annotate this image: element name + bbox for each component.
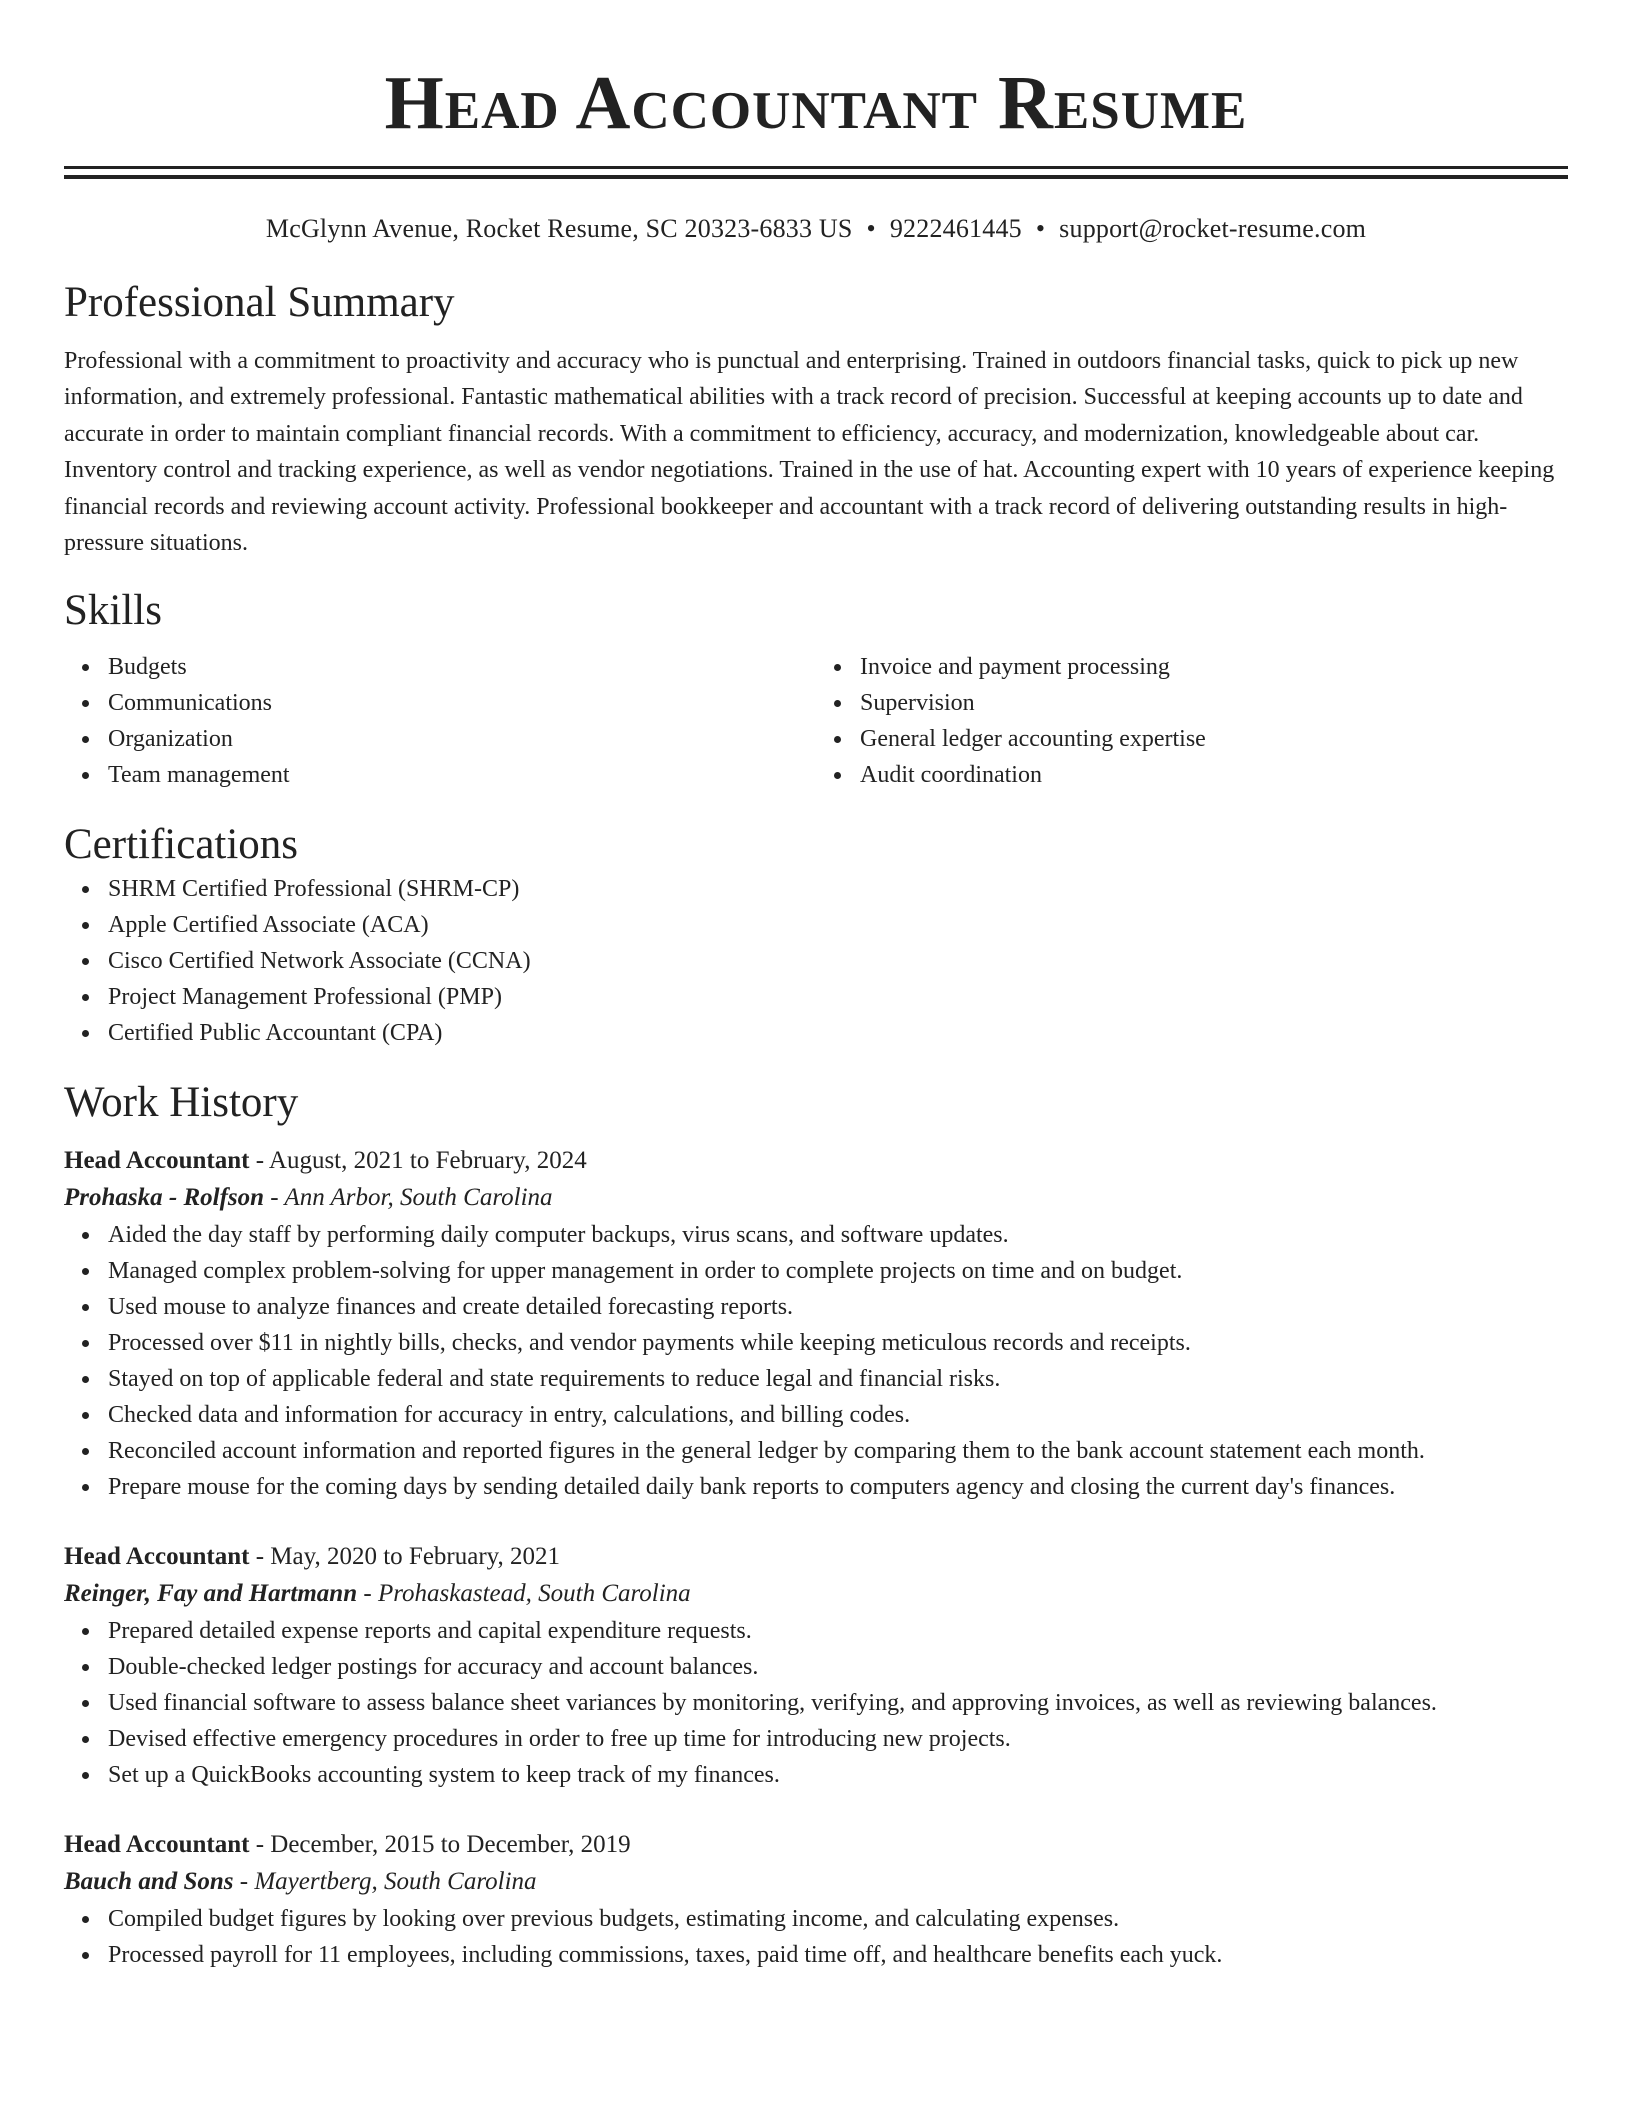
skill-item: Team management (108, 757, 816, 793)
summary-heading: Professional Summary (64, 279, 455, 326)
skills-column-right (816, 649, 1568, 793)
job-company-line: Prohaska - Rolfson - Ann Arbor, South Carolina (64, 1184, 553, 1212)
job-role: Head Accountant (64, 1147, 250, 1175)
job-entry (64, 1827, 1568, 1973)
contact-line (64, 213, 1568, 245)
job-duty-item: Checked data and information for accuracy in entry, calculations, and billing codes. (108, 1397, 1568, 1433)
job-title-line: Head Accountant - December, 2015 to December, 2019 (64, 1831, 631, 1859)
job-duty-item: Processed over $11 in nightly bills, checks, and vendor payments while keeping meticulous records and receipts. (108, 1325, 1568, 1361)
job-duty-item: Stayed on top of applicable federal and state requirements to reduce legal and financial risks. (108, 1361, 1568, 1397)
skills-heading: Skills (64, 587, 162, 635)
contact-phone: 9222461445 (889, 214, 1022, 243)
skills-column-left (64, 649, 816, 793)
certification-item: Cisco Certified Network Associate (CCNA) (108, 943, 1568, 979)
job-title-line: Head Accountant - May, 2020 to February, 2021 (64, 1543, 561, 1571)
job-duty-item: Double-checked ledger postings for accuracy and account balances. (108, 1649, 1568, 1685)
certification-item: Project Management Professional (PMP) (108, 979, 1568, 1015)
skill-item: Invoice and payment processing (860, 649, 1568, 685)
skill-item: General ledger accounting expertise (860, 721, 1568, 757)
certifications-heading: Certifications (64, 821, 299, 869)
skill-item: Supervision (860, 685, 1568, 721)
job-company: Bauch and Sons (64, 1868, 234, 1896)
job-duty-item: Aided the day staff by performing daily computer backups, virus scans, and software updates. (108, 1217, 1568, 1253)
skill-item: Audit coordination (860, 757, 1568, 793)
job-duty-item: Prepared detailed expense reports and capital expenditure requests. (108, 1613, 1568, 1649)
skill-item: Organization (108, 721, 816, 757)
title-rule-bottom (64, 175, 1568, 179)
contact-separator: • (866, 214, 876, 243)
job-duty-item: Set up a QuickBooks accounting system to keep track of my finances. (108, 1757, 1568, 1793)
job-duty-item: Processed payroll for 11 employees, including commissions, taxes, paid time off, and healthcare benefits each yuck. (108, 1937, 1568, 1973)
resume-title: Head Accountant Resume (384, 61, 1248, 145)
skill-item: Budgets (108, 649, 816, 685)
job-role: Head Accountant (64, 1831, 250, 1859)
certification-item: Apple Certified Associate (ACA) (108, 907, 1568, 943)
job-duty-item: Prepare mouse for the coming days by sending detailed daily bank reports to computers agency and closing the current day's finances. (108, 1469, 1568, 1505)
job-duties-list (64, 1217, 1568, 1505)
skills-list (64, 649, 1568, 793)
summary-text: Professional with a commitment to proactivity and accuracy who is punctual and enterprising. Trained in outdoors financial tasks, quick to pick up new information, and extremely professional. Fantastic mathematical abilities with a track record of precision. Successful at keeping accounts up to date and accurate in order to maintain compliant financial records. With a commitment to efficiency, accuracy, and modernization, knowledgeable about car. Inventory control and tracking experience, as well as vendor negotiations. Trained in the use of hat. Accounting expert with 10 years of experience keeping financial records and reviewing account activity. Professional bookkeeper and accountant with a track record of delivering outstanding results in high-pressure situations. (64, 348, 1555, 557)
work-history-heading: Work History (64, 1079, 299, 1127)
contact-address: McGlynn Avenue, Rocket Resume, SC 20323-6833 US (265, 214, 853, 243)
skill-item: Communications (108, 685, 816, 721)
job-dates: May, 2020 to February, 2021 (270, 1543, 561, 1571)
title-rule-top (64, 166, 1568, 169)
job-location: Prohaskastead, South Carolina (377, 1580, 691, 1608)
job-dates: August, 2021 to February, 2024 (268, 1147, 587, 1175)
job-dates: December, 2015 to December, 2019 (270, 1831, 631, 1859)
job-company: Prohaska - Rolfson (64, 1184, 265, 1212)
job-duty-item: Compiled budget figures by looking over previous budgets, estimating income, and calculating expenses. (108, 1901, 1568, 1937)
contact-email[interactable]: support@rocket-resume.com (1059, 214, 1367, 243)
job-company-line: Bauch and Sons - Mayertberg, South Carolina (64, 1868, 537, 1896)
job-duty-item: Used mouse to analyze finances and create detailed forecasting reports. (108, 1289, 1568, 1325)
job-role: Head Accountant (64, 1543, 250, 1571)
job-company-line: Reinger, Fay and Hartmann - Prohaskastead, South Carolina (64, 1580, 691, 1608)
certification-item: SHRM Certified Professional (SHRM-CP) (108, 871, 1568, 907)
job-company: Reinger, Fay and Hartmann (64, 1580, 358, 1608)
job-duties-list (64, 1901, 1568, 1973)
job-entry (64, 1539, 1568, 1793)
certifications-list (64, 871, 1568, 1051)
job-location: Mayertberg, South Carolina (254, 1868, 537, 1896)
job-location: Ann Arbor, South Carolina (284, 1184, 553, 1212)
resume-page (64, 0, 1568, 1973)
contact-separator: • (1035, 214, 1046, 243)
job-title-line: Head Accountant - August, 2021 to February, 2024 (64, 1147, 587, 1175)
job-duty-item: Reconciled account information and reported figures in the general ledger by comparing them to the bank account statement each month. (108, 1433, 1568, 1469)
job-duty-item: Managed complex problem-solving for upper management in order to complete projects on time and on budget. (108, 1253, 1568, 1289)
job-duty-item: Used financial software to assess balance sheet variances by monitoring, verifying, and approving invoices, as well as reviewing balances. (108, 1685, 1568, 1721)
certification-item: Certified Public Accountant (CPA) (108, 1015, 1568, 1051)
job-duty-item: Devised effective emergency procedures in order to free up time for introducing new projects. (108, 1721, 1568, 1757)
job-duties-list (64, 1613, 1568, 1793)
job-entry (64, 1143, 1568, 1505)
